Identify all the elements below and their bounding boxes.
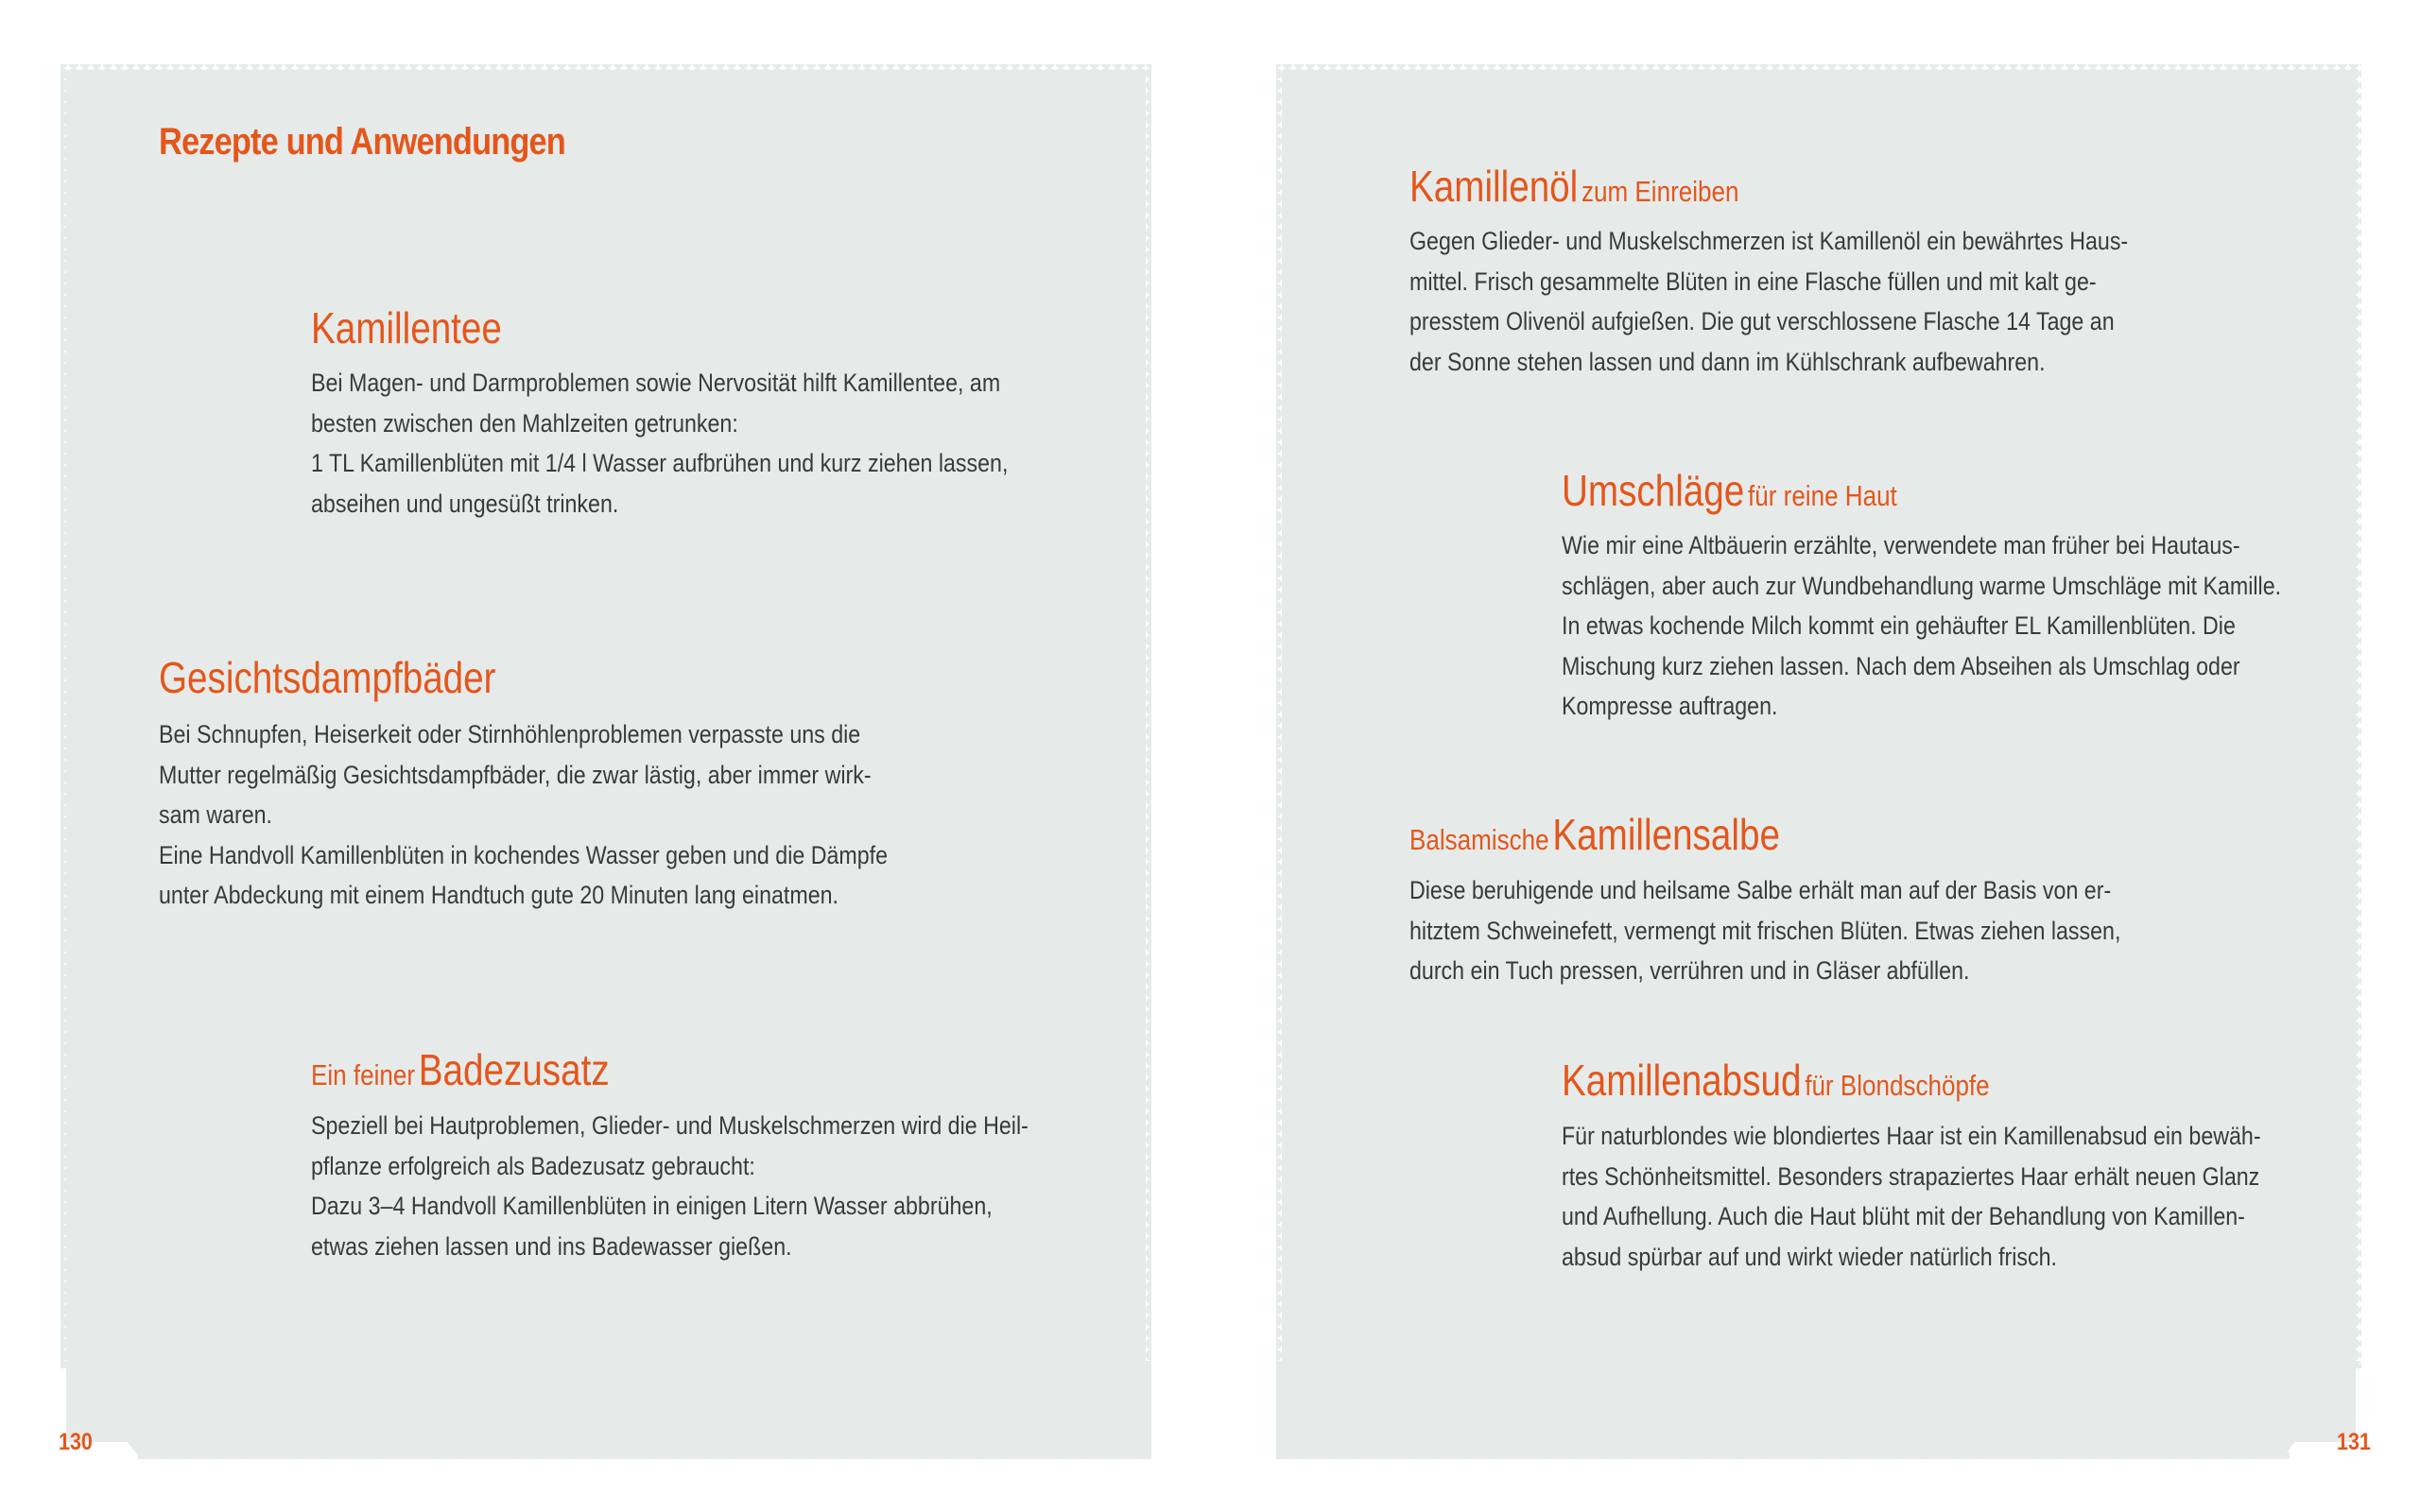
text-line: der Sonne stehen lassen und dann im Kühlschrank aufbewahren. xyxy=(1409,347,2046,376)
badezusatz-title: Badezusatz xyxy=(418,1045,610,1094)
page-number-right: 131 xyxy=(2337,1429,2371,1455)
text-line: Kompresse auftragen. xyxy=(1562,692,1778,720)
text-line: besten zwischen den Mahlzeiten getrunken: xyxy=(311,408,738,438)
text-line: durch ein Tuch pressen, verrühren und in Gläser abfüllen. xyxy=(1409,956,1970,985)
text-line: rtes Schönheitsmittel. Besonders strapaziertes Haar erhält neuen Glanz xyxy=(1562,1161,2260,1191)
umschlaege-suffix: für reine Haut xyxy=(1748,479,1897,512)
gesichtsdampfbaeder-text xyxy=(159,714,889,916)
kamillenabsud-text xyxy=(1562,1116,2269,1277)
kamillensalbe-prefix: Balsamische xyxy=(1409,823,1549,856)
text-line: Speziell bei Hautproblemen, Glieder- und Muskelschmerzen wird die Heil- xyxy=(311,1111,1028,1140)
umschlaege-text xyxy=(1562,525,2282,727)
text-line: und Aufhellung. Auch die Haut blüht mit der Behandlung von Kamillen- xyxy=(1562,1202,2245,1230)
text-line: In etwas kochende Milch kommt ein gehäufter EL Kamillenblüten. Die xyxy=(1562,611,2236,640)
text-line: pflanze erfolgreich als Badezusatz gebraucht: xyxy=(311,1151,755,1180)
text-line: absud spürbar auf und wirkt wieder natürlich frisch. xyxy=(1562,1242,2057,1271)
kamillenoel-title: Kamillenöl xyxy=(1409,162,1579,211)
badezusatz-prefix: Ein feiner xyxy=(311,1058,416,1091)
umschlaege-title: Umschläge xyxy=(1562,466,1745,515)
text-line: Gegen Glieder- und Muskelschmerzen ist Kamillenöl ein bewährtes Haus- xyxy=(1409,227,2129,255)
kamillenoel-text xyxy=(1409,221,2129,382)
text-line: Für naturblondes wie blondiertes Haar ist ein Kamillenabsud ein bewäh- xyxy=(1562,1122,2261,1150)
kamillenoel-suffix: zum Einreiben xyxy=(1582,175,1739,208)
kamillensalbe-heading xyxy=(1409,809,1780,860)
kamillenabsud-suffix: für Blondschöpfe xyxy=(1805,1069,1990,1102)
gesichtsdampfbaeder-title: Gesichtsdampfbäder xyxy=(159,653,496,702)
text-line: Bei Magen- und Darmproblemen sowie Nervosität hilft Kamillentee, am xyxy=(311,369,1001,397)
text-line: Mischung kurz ziehen lassen. Nach dem Abseihen als Umschlag oder xyxy=(1562,651,2240,680)
text-line: Dazu 3–4 Handvoll Kamillenblüten in einigen Litern Wasser abbrühen, xyxy=(311,1192,993,1220)
text-line: abseihen und ungesüßt trinken. xyxy=(311,489,619,518)
text-line: unter Abdeckung mit einem Handtuch gute 20 Minuten lang einatmen. xyxy=(159,881,839,909)
text-line: Bei Schnupfen, Heiserkeit oder Stirnhöhlenproblemen verpasste uns die xyxy=(159,720,861,748)
badezusatz-heading xyxy=(311,1044,610,1095)
section-title: Rezepte und Anwendungen xyxy=(159,121,565,163)
umschlaege-heading xyxy=(1562,465,1897,516)
kamillenabsud-title: Kamillenabsud xyxy=(1562,1056,1802,1105)
text-line: Diese beruhigende und heilsame Salbe erhält man auf der Basis von er- xyxy=(1409,876,2112,904)
text-line: sam waren. xyxy=(159,800,273,829)
text-line: presstem Olivenöl aufgießen. Die gut verschlossene Flasche 14 Tage an xyxy=(1409,307,2115,335)
text-line: Mutter regelmäßig Gesichtsdampfbäder, die zwar lästig, aber immer wirk- xyxy=(159,760,872,789)
text-line: etwas ziehen lassen und ins Badewasser gießen. xyxy=(311,1231,792,1261)
kamillensalbe-title: Kamillensalbe xyxy=(1552,810,1780,859)
text-line: 1 TL Kamillenblüten mit 1/4 l Wasser aufbrühen und kurz ziehen lassen, xyxy=(311,449,1009,477)
text-line: hitztem Schweinefett, vermengt mit frischen Blüten. Etwas ziehen lassen, xyxy=(1409,916,2121,945)
page-number-left: 130 xyxy=(59,1429,93,1455)
text-line: Wie mir eine Altbäuerin erzählte, verwendete man früher bei Hautaus- xyxy=(1562,531,2240,559)
kamillenoel-heading xyxy=(1409,161,1738,212)
kamillentee-text xyxy=(311,363,1018,524)
gesichtsdampfbaeder-heading xyxy=(159,652,496,703)
text-line: mittel. Frisch gesammelte Blüten in eine Flasche füllen und mit kalt ge- xyxy=(1409,266,2097,296)
text-line: schlägen, aber auch zur Wundbehandlung warme Umschläge mit Kamille. xyxy=(1562,571,2282,600)
kamillensalbe-text xyxy=(1409,870,2121,991)
kamillentee-heading xyxy=(311,302,502,353)
kamillenabsud-heading xyxy=(1562,1055,1990,1106)
text-line: Eine Handvoll Kamillenblüten in kochendes Wasser geben und die Dämpfe xyxy=(159,840,889,869)
kamillentee-title: Kamillentee xyxy=(311,303,502,352)
badezusatz-text xyxy=(311,1106,1028,1266)
